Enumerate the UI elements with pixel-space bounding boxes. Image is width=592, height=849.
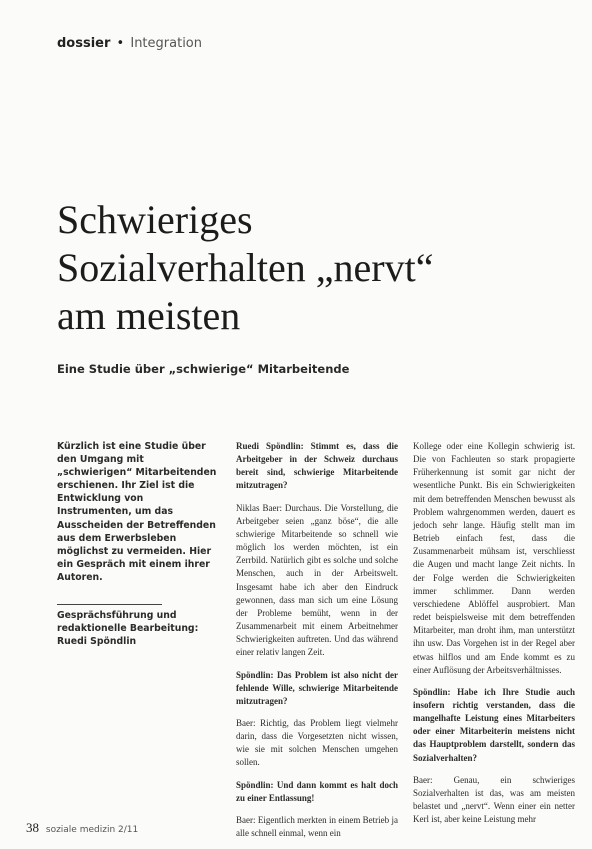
credit-text: Gesprächsführung und redaktionelle Bearbeitung: Ruedi Spöndlin xyxy=(57,610,199,648)
page-number: 38 xyxy=(26,820,39,835)
answer-paragraph: Baer: Genau, ein schwieriges Sozialverhalten ist das, was am meisten belastet und „nervt“. Wenn einer ein netter Kerl ist, aber keine Leistung mehr xyxy=(413,774,575,825)
page-footer xyxy=(26,820,138,836)
question-paragraph: Ruedi Spöndlin: Stimmt es, dass die Arbeitgeber in der Schweiz durchaus bereit sind, schwierige Mitarbeitende mitzutragen? xyxy=(236,441,398,491)
text-column-3 xyxy=(413,440,575,835)
section-label: Integration xyxy=(130,36,202,51)
title-line: Schwieriges xyxy=(57,197,253,242)
text-column-2 xyxy=(236,440,398,849)
answer-paragraph: Baer: Eigentlich merkten in einem Betrieb ja alle schnell einmal, wenn ein xyxy=(236,814,398,839)
intro-text: Kürzlich ist eine Studie über den Umgang mit „schwierigen“ Mitarbeitenden erschienen. Ihr Ziel ist die Entwicklung von Instrumenten, um das Ausscheiden der Betreffenden aus dem Erwerbsleben möglichst zu vermeiden. Hier ein Gespräch mit einem ihrer Autoren. xyxy=(57,441,217,583)
kicker-label: dossier xyxy=(57,36,111,51)
section-header xyxy=(57,36,202,51)
article-title xyxy=(57,196,557,340)
answer-paragraph: Niklas Baer: Durchaus. Die Vorstellung, die Arbeitgeber seien „ganz böse“, die alle schwierige Mitarbeitende so schnell wie möglich los werden möchten, ist ein Zerrbild. Natürlich gibt es solche und solche Menschen, auch in der Arbeitswelt. Insgesamt habe ich aber den Eindruck gewonnen, dass man sich um eine Lösung der Probleme bemüht, wenn in der Zusammenarbeit mit einem Arbeitnehmer Schwierigkeiten auftreten. Und das während einer relativ langen Zeit. xyxy=(236,502,398,658)
question-paragraph: Spöndlin: Und dann kommt es halt doch zu einer Entlassung! xyxy=(236,779,398,803)
divider xyxy=(57,604,162,605)
answer-paragraph: Baer: Richtig, das Problem liegt vielmehr darin, dass die Vorgesetzten nicht wissen, wie sie mit solchen Menschen umgehen sollen. xyxy=(236,717,398,768)
article-subtitle: Eine Studie über „schwierige“ Mitarbeitende xyxy=(57,362,350,376)
publication-name: soziale medizin 2/11 xyxy=(45,825,139,835)
title-line: am meisten xyxy=(57,293,241,338)
answer-paragraph: Kollege oder eine Kollegin schwierig ist. Die von Fachleuten so stark propagierte Früherkennung ist somit gar nicht der wesentliche Punkt. Bis ein Schwierigkeiten mit dem betreffenden Menschen bewusst als Problem wahrgenommen werden, dauert es jedoch sehr lange. Häufig stellt man im Betrieb einfach fest, dass die Zusammenarbeit mühsam ist, verschliesst die Augen und macht lange Zeit nichts. In der Folge werden die Schwierigkeiten immer schlimmer. Dann werden verschiedene Ablöffel ausprobiert. Man redet beispielsweise mit dem betreffenden Mitarbeiter, man droht ihm, man unterstützt ihn usw. Das Vorgehen ist in der Regel aber etwas hilflos und am Ende kommt es zu einer Auflösung der Arbeitsverhältnisses. xyxy=(413,441,575,675)
question-paragraph: Spöndlin: Habe ich Ihre Studie auch insofern richtig verstanden, dass die mangelhafte Leistung eines Mitarbeiters oder einer Mitarbeiterin meistens nicht das Hauptproblem darstellt, sondern das Sozialverhalten? xyxy=(413,686,575,763)
question-paragraph: Spöndlin: Das Problem ist also nicht der fehlende Wille, schwierige Mitarbeitende mitzutragen? xyxy=(236,669,398,706)
title-line: Sozialverhalten „nervt“ xyxy=(57,245,434,290)
intro-column xyxy=(57,440,219,648)
separator-dot: • xyxy=(116,36,125,51)
